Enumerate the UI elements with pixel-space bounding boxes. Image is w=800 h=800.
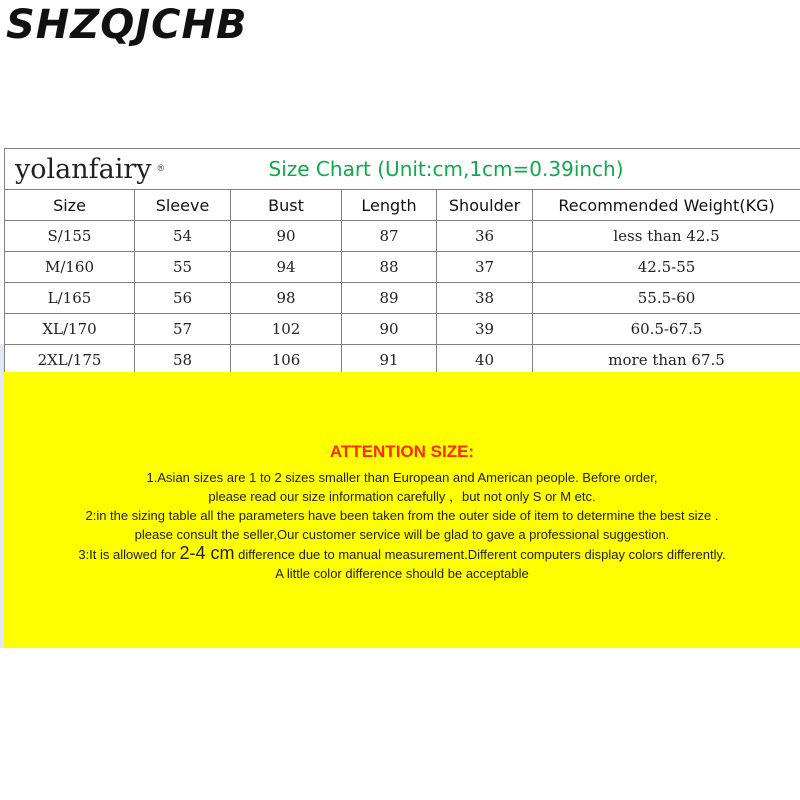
column-header-weight: Recommended Weight(KG) [533,190,800,221]
table-row [5,283,800,314]
cell-sleeve: 54 [135,221,231,252]
column-header-bust: Bust [231,190,342,221]
logo-cell [5,149,231,190]
cell-sleeve: 58 [135,345,231,376]
column-header-length: Length [342,190,437,221]
attention-notice [4,372,800,648]
cell-size: XL/170 [5,314,135,345]
cell-shoulder: 39 [437,314,533,345]
notice-line-1: 1.Asian sizes are 1 to 2 sizes smaller than European and American people. Before order, [146,470,658,485]
cell-bust: 94 [231,252,342,283]
notice-line-5-suffix: difference due to manual measurement.Different computers display colors differently. [234,547,726,562]
logo-text: yolanfairy [15,153,152,185]
cell-bust: 98 [231,283,342,314]
table-row [5,314,800,345]
notice-line-3: 2:in the sizing table all the parameters have been taken from the outer side of item to determine the best size . [85,508,719,523]
table-header-row [5,190,800,221]
table-title-row [5,149,800,190]
cell-shoulder: 37 [437,252,533,283]
cell-bust: 90 [231,221,342,252]
table-row [5,252,800,283]
cell-size: 2XL/175 [5,345,135,376]
cell-sleeve: 55 [135,252,231,283]
table-row [5,345,800,376]
notice-line-5-prefix: 3:It is allowed for [78,547,180,562]
cell-weight: 60.5-67.5 [533,314,800,345]
notice-line-4: please consult the seller,Our customer service will be glad to gave a professional suggestion. [134,527,670,542]
cell-sleeve: 56 [135,283,231,314]
cell-size: M/160 [5,252,135,283]
notice-line-2: please read our size information carefully ，but not only S or M etc. [208,489,596,504]
size-chart-table [4,148,800,376]
notice-line-6: A little color difference should be acceptable [275,566,529,581]
cell-shoulder: 38 [437,283,533,314]
cell-shoulder: 36 [437,221,533,252]
cell-bust: 106 [231,345,342,376]
cell-size: S/155 [5,221,135,252]
column-header-shoulder: Shoulder [437,190,533,221]
cell-bust: 102 [231,314,342,345]
cell-weight: 55.5-60 [533,283,800,314]
registered-mark: ® [157,163,165,174]
notice-highlight: 2-4 cm [179,543,235,563]
table-row [5,221,800,252]
cell-sleeve: 57 [135,314,231,345]
cell-length: 91 [342,345,437,376]
chart-title: Size Chart (Unit:cm,1cm=0.39inch) [268,157,624,181]
cell-length: 87 [342,221,437,252]
cell-size: L/165 [5,283,135,314]
cell-length: 89 [342,283,437,314]
cell-shoulder: 40 [437,345,533,376]
chart-title-cell [231,149,800,190]
cell-weight: less than 42.5 [533,221,800,252]
cell-weight: 42.5-55 [533,252,800,283]
notice-heading: ATTENTION SIZE: [329,442,475,461]
cell-length: 90 [342,314,437,345]
notice-line-5 [4,544,800,564]
brand-title: SHZQJCHB [6,2,248,48]
cell-length: 88 [342,252,437,283]
cell-weight: more than 67.5 [533,345,800,376]
column-header-size: Size [5,190,135,221]
column-header-sleeve: Sleeve [135,190,231,221]
size-chart-sheet [4,148,800,648]
